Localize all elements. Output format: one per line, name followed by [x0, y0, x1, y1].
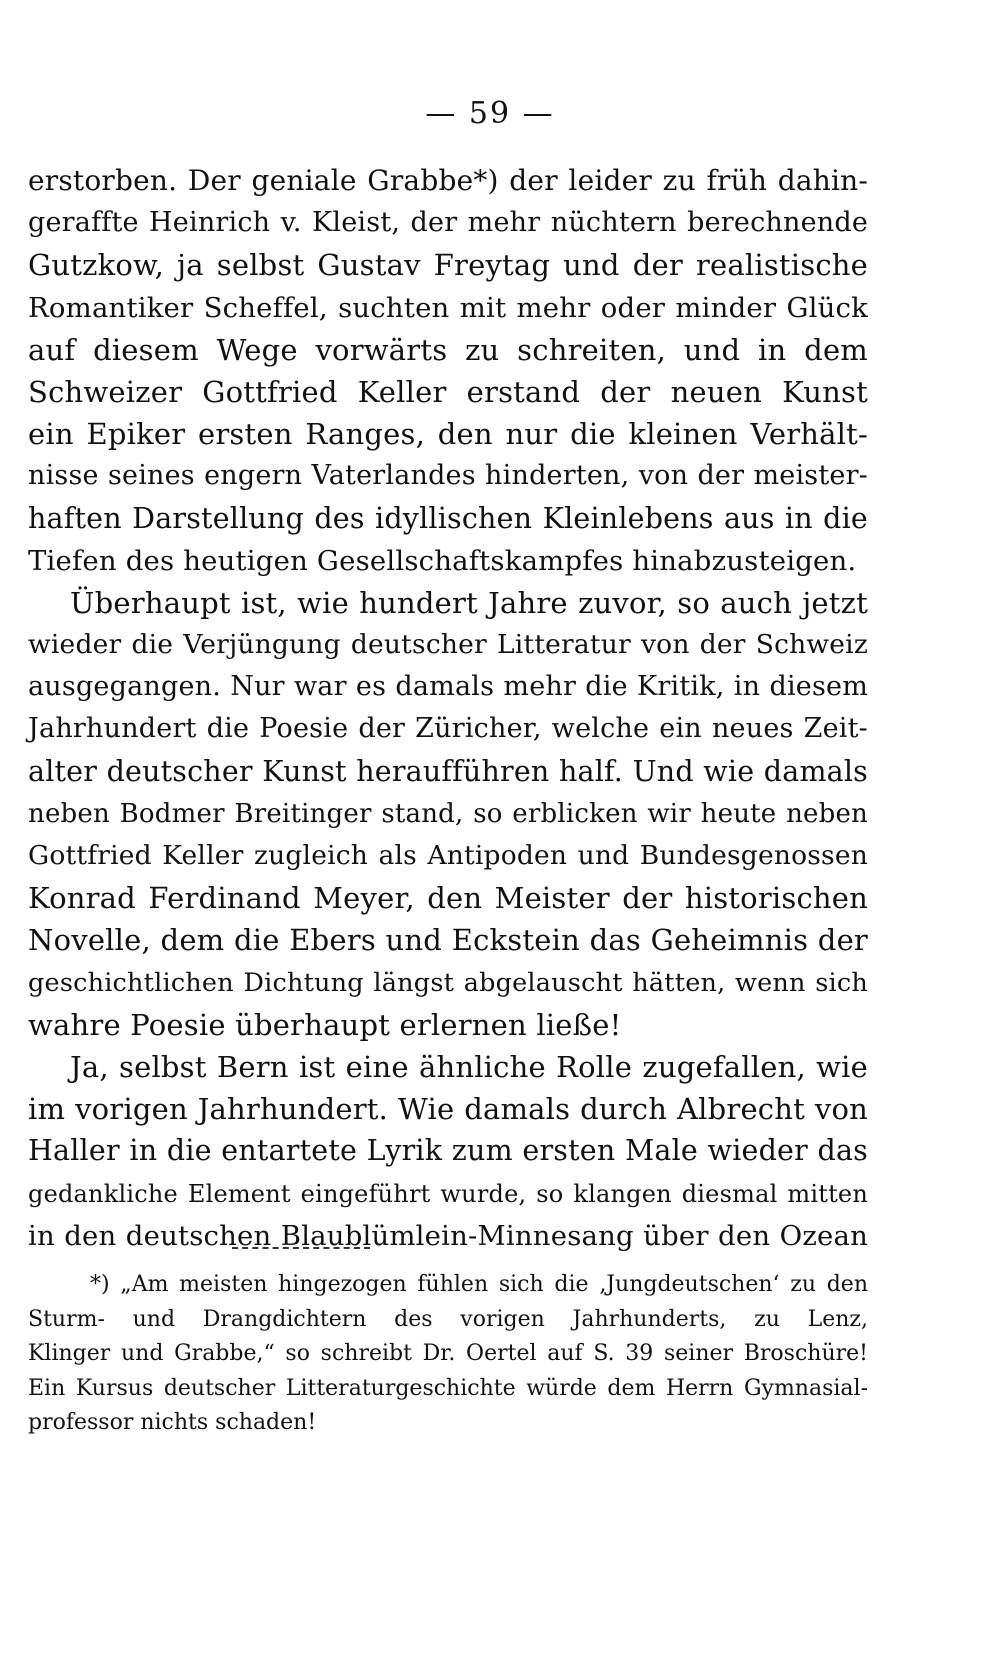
text-line: neben Bodmer Breitinger stand, so erblicken wir heute neben — [28, 798, 868, 829]
footnote-line: Klinger und Grabbe,“ so schreibt Dr. Oertel auf S. 39 seiner Broschüre! — [28, 1341, 868, 1367]
text-line: Haller in die entartete Lyrik zum ersten Male wieder das — [28, 1134, 868, 1168]
footnote-line: *) „Am meisten hingezogen fühlen sich die ‚Jungdeutschen‘ zu den — [90, 1272, 868, 1297]
page-number: — 59 — — [425, 96, 555, 131]
text-line: Jahrhundert die Poesie der Züricher, welche ein neues Zeit- — [28, 713, 868, 745]
text-line: auf diesem Wege vorwärts zu schreiten, und in dem — [28, 332, 868, 367]
text-line: in den deutschen Blaublümlein-Minnesang über den Ozean — [28, 1219, 868, 1252]
footnote-line: Ein Kursus deutscher Litteraturgeschichte würde dem Herrn Gymnasial- — [28, 1375, 868, 1401]
text-line: Konrad Ferdinand Meyer, den Meister der historischen — [28, 881, 868, 916]
text-line: wahre Poesie überhaupt erlernen ließe! — [28, 1007, 622, 1042]
text-line: ausgegangen. Nur war es damals mehr die Kritik, in diesem — [28, 671, 868, 703]
text-line: Romantiker Scheffel, suchten mit mehr oder minder Glück — [28, 291, 868, 324]
text-line: im vorigen Jahrhundert. Wie damals durch Albrecht von — [28, 1092, 868, 1127]
text-line: Schweizer Gottfried Keller erstand der neuen Kunst — [28, 374, 868, 409]
footnote — [28, 1268, 868, 1441]
text-line: haften Darstellung des idyllischen Kleinlebens aus in die — [28, 501, 868, 535]
footnote-line: Sturm- und Drangdichtern des vorigen Jahrhunderts, zu Lenz, — [28, 1306, 868, 1332]
text-line: geraffte Heinrich v. Kleist, der mehr nüchtern berechnende — [28, 207, 868, 239]
text-line: Gottfried Keller zugleich als Antipoden und Bundesgenossen — [28, 840, 868, 871]
text-line: alter deutscher Kunst heraufführen half. Und wie damals — [28, 754, 868, 788]
text-line: gedankliche Element eingeführt wurde, so klangen diesmal mitten — [28, 1179, 868, 1208]
text-line: geschichtlichen Dichtung längst abgelauscht hätten, wenn sich — [28, 967, 868, 998]
text-line: Überhaupt ist, wie hundert Jahre zuvor, so auch jetzt — [70, 585, 868, 620]
main-text — [28, 160, 868, 1257]
text-line: Tiefen des heutigen Gesellschaftskampfes hinabzusteigen. — [28, 544, 857, 577]
footnote-line: professor nichts schaden! — [28, 1410, 317, 1436]
footnote-divider — [232, 1247, 370, 1251]
text-line: erstorben. Der geniale Grabbe*) der leider zu früh dahin- — [28, 164, 868, 197]
text-line: nisse seines engern Vaterlandes hinderten, von der meister- — [28, 460, 868, 492]
text-line: Gutzkow, ja selbst Gustav Freytag und der realistische — [28, 248, 868, 283]
text-line: Novelle, dem die Ebers und Eckstein das Geheimnis der — [28, 923, 868, 958]
text-line: ein Epiker ersten Ranges, den nur die kleinen Verhält- — [28, 417, 868, 452]
text-line: Ja, selbst Bern ist eine ähnliche Rolle zugefallen, wie — [70, 1049, 868, 1084]
text-line: wieder die Verjüngung deutscher Litteratur von der Schweiz — [28, 629, 868, 661]
